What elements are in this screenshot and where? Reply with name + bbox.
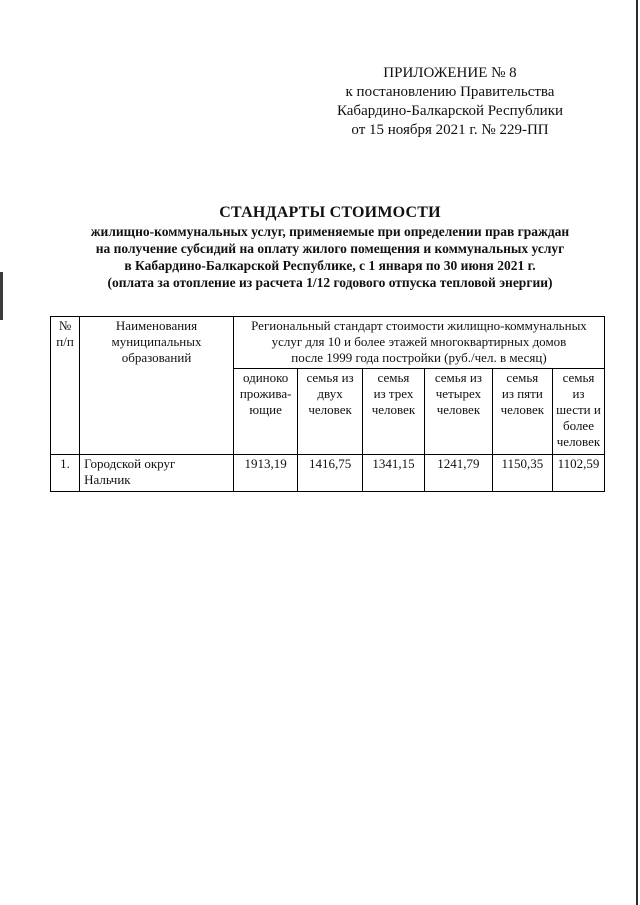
appendix-ref-line: к постановлению Правительства xyxy=(345,84,555,100)
header-number: № п/п xyxy=(51,317,80,455)
value-family-four: 1241,79 xyxy=(425,455,493,492)
subheader-family-two: семья из двух человек xyxy=(298,369,362,455)
subheader-single: одиноко прожива- ющие xyxy=(233,369,297,455)
subtitle-line: (оплата за отопление из расчета 1/12 годового отпуска тепловой энергии) xyxy=(107,275,553,290)
value-family-two: 1416,75 xyxy=(298,455,362,492)
standards-table xyxy=(50,316,605,492)
appendix-ref-line: Кабардино-Балкарской Республики xyxy=(336,103,564,119)
subheader-family-three: семья из трех человек xyxy=(362,369,424,455)
document-title-block xyxy=(40,203,620,291)
subheader-family-four: семья из четырех человек xyxy=(425,369,493,455)
header-regional-standard: Региональный стандарт стоимости жилищно-коммунальных услуг для 10 и более этажей многоквартирных домов после 1999 года постройки (руб./чел. в месяц) xyxy=(233,317,604,369)
value-family-six-plus: 1102,59 xyxy=(552,455,604,492)
scan-edge-line xyxy=(636,0,638,905)
appendix-date-line: от 15 ноября 2021 г. № 229-ПП xyxy=(351,122,549,138)
appendix-header xyxy=(300,64,600,140)
document-subtitle xyxy=(40,223,620,291)
table-header-row xyxy=(51,317,605,369)
subheader-family-five: семья из пяти человек xyxy=(492,369,552,455)
table-row xyxy=(51,455,605,492)
subtitle-line: на получение субсидий на оплату жилого помещения и коммунальных услуг xyxy=(95,241,565,256)
appendix-number: ПРИЛОЖЕНИЕ № 8 xyxy=(383,65,517,81)
subtitle-line: жилищно-коммунальных услуг, применяемые при определении прав граждан xyxy=(90,224,570,239)
scan-margin-mark xyxy=(0,272,3,320)
row-number: 1. xyxy=(51,455,80,492)
header-municipality: Наименования муниципальных образований xyxy=(80,317,234,455)
value-family-five: 1150,35 xyxy=(492,455,552,492)
subheader-family-six-plus: семья из шести и более человек xyxy=(552,369,604,455)
value-single: 1913,19 xyxy=(233,455,297,492)
document-title: СТАНДАРТЫ СТОИМОСТИ xyxy=(219,204,441,221)
subtitle-line: в Кабардино-Балкарской Республике, с 1 января по 30 июня 2021 г. xyxy=(124,258,536,273)
value-family-three: 1341,15 xyxy=(362,455,424,492)
row-municipality: Городской округ Нальчик xyxy=(80,455,234,492)
